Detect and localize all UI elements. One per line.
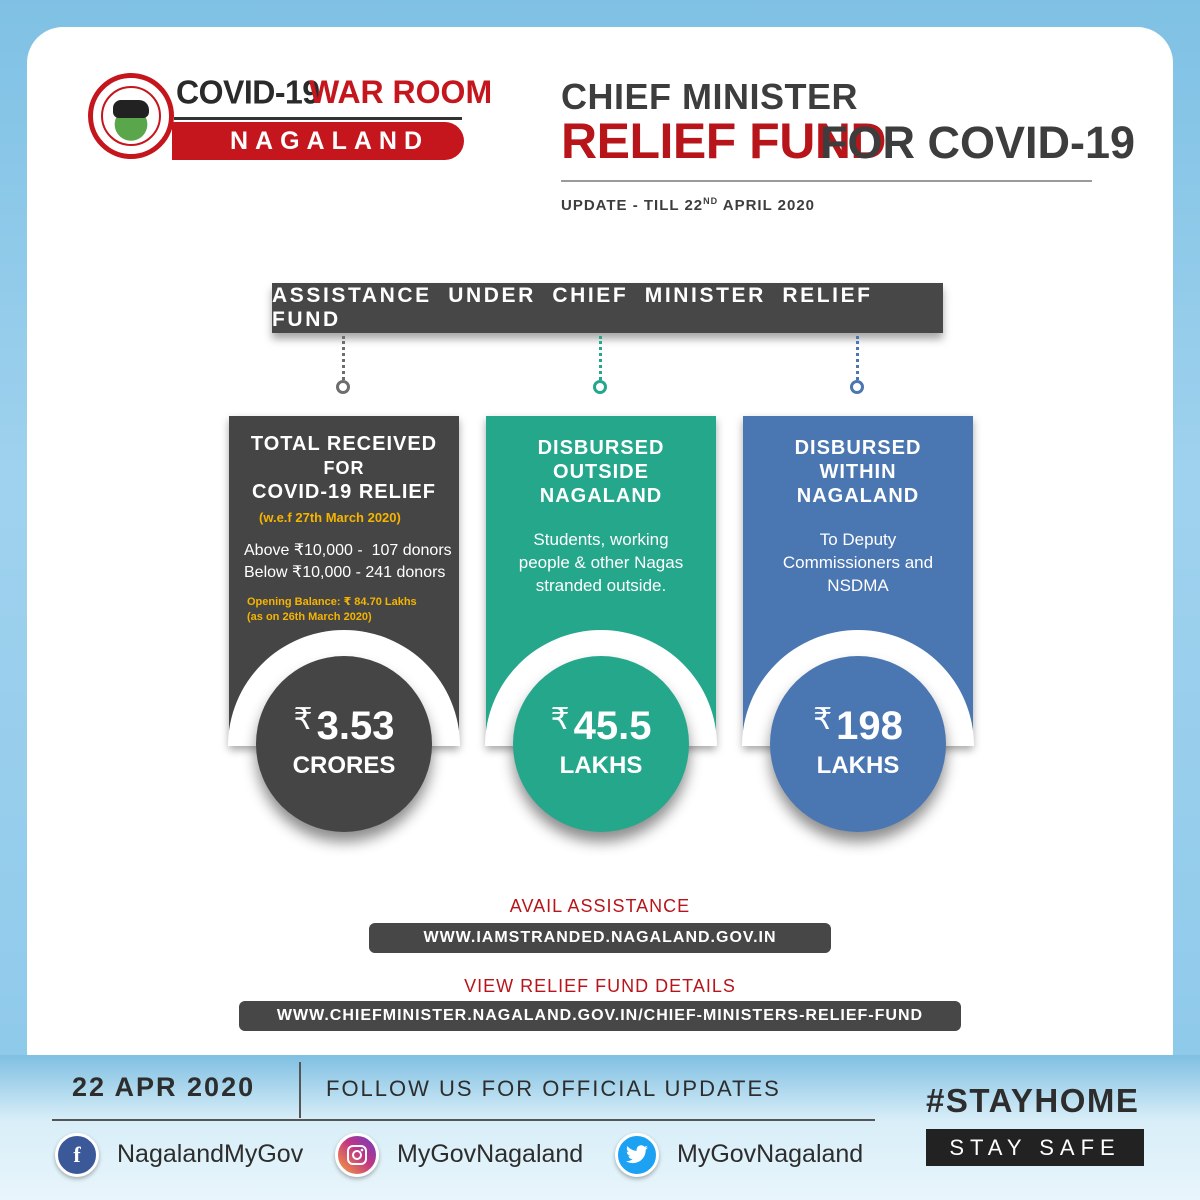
avail-assistance-label: AVAIL ASSISTANCE	[509, 896, 691, 916]
amount-value: 198	[836, 704, 903, 748]
rupee-icon: ₹	[293, 703, 313, 736]
facebook-handle[interactable]: NagalandMyGov	[117, 1140, 304, 1168]
panel-title-line: NAGALAND	[796, 485, 920, 507]
connector-dot	[593, 380, 607, 394]
footer-rule	[52, 1119, 875, 1121]
panel-description: people & other Nagas	[518, 553, 684, 572]
connector-dot	[336, 380, 350, 394]
update-date: UPDATE - TILL 22ND APRIL 2020	[561, 196, 816, 214]
panel-title-line: WITHIN	[819, 461, 897, 483]
amount-value: 3.53	[316, 704, 395, 748]
opening-balance-date: (as on 26th March 2020)	[247, 611, 372, 623]
panel-title-line: NAGALAND	[539, 485, 663, 507]
panel-description: To Deputy	[819, 530, 897, 549]
logo-banner	[172, 122, 464, 160]
twitter-icon[interactable]	[615, 1133, 659, 1177]
connector-dot	[850, 380, 864, 394]
relief-fund-details-link[interactable]: WWW.CHIEFMINISTER.NAGALAND.GOV.IN/CHIEF-MINISTERS-RELIEF-FUND	[239, 1001, 961, 1031]
stay-safe-badge: STAY SAFE	[926, 1129, 1144, 1166]
header-line-1: CHIEF MINISTER	[561, 76, 859, 117]
instagram-icon[interactable]	[335, 1133, 379, 1177]
logo-banner-text: NAGALAND	[230, 127, 430, 155]
panel-description: Commissioners and	[782, 553, 934, 572]
panel-title-line: COVID-19 RELIEF	[252, 481, 436, 503]
footer-divider	[299, 1062, 301, 1118]
rupee-icon: ₹	[550, 703, 570, 736]
instagram-handle[interactable]: MyGovNagaland	[397, 1140, 584, 1168]
panel-title-line: TOTAL RECEIVED	[250, 433, 438, 455]
follow-text: FOLLOW US FOR OFFICIAL UPDATES	[326, 1076, 781, 1101]
amount-badge-within	[770, 656, 946, 832]
panel-title-line: DISBURSED	[537, 437, 665, 459]
amount-badge-total	[256, 656, 432, 832]
facebook-icon[interactable]: f	[55, 1133, 99, 1177]
amount-badge-outside	[513, 656, 689, 832]
twitter-handle[interactable]: MyGovNagaland	[677, 1140, 864, 1168]
donor-line: Above ₹10,000 - 107 donors	[244, 542, 452, 559]
connector-line	[856, 336, 859, 380]
footer-date: 22 APR 2020	[72, 1072, 256, 1102]
panel-description: Students, working	[533, 530, 669, 549]
donor-line: Below ₹10,000 - 241 donors	[244, 564, 446, 581]
panel-note: (w.e.f 27th March 2020)	[259, 510, 401, 525]
panel-description: NSDMA	[827, 576, 889, 595]
government-seal-logo	[88, 73, 174, 159]
connector-line	[342, 336, 345, 380]
panel-description: stranded outside.	[535, 576, 667, 595]
amount-value: 45.5	[573, 704, 652, 748]
logo-divider	[174, 117, 462, 120]
panel-title-line: DISBURSED	[794, 437, 922, 459]
amount-unit: CRORES	[292, 752, 396, 779]
panel-title-line: FOR	[323, 458, 365, 478]
header-divider	[561, 180, 1092, 182]
logo-title-accent: WAR ROOM	[309, 74, 493, 110]
assistance-banner: ASSISTANCE UNDER CHIEF MINISTER RELIEF FUND	[272, 283, 943, 333]
panel-title-line: OUTSIDE	[553, 461, 649, 483]
avail-assistance-link[interactable]: WWW.IAMSTRANDED.NAGALAND.GOV.IN	[369, 923, 831, 953]
mithun-icon	[113, 100, 149, 118]
amount-unit: LAKHS	[559, 752, 643, 779]
amount-unit: LAKHS	[816, 752, 900, 779]
logo-title-prefix: COVID-19	[176, 73, 320, 111]
stayhome-hashtag: #STAYHOME	[926, 1082, 1140, 1119]
view-relief-fund-label: VIEW RELIEF FUND DETAILS	[464, 976, 736, 996]
rupee-icon: ₹	[813, 703, 833, 736]
connector-line	[599, 336, 602, 380]
opening-balance: Opening Balance: ₹ 84.70 Lakhs	[247, 596, 417, 608]
header-line-2: FOR COVID-19	[820, 117, 1136, 168]
header-accent: RELIEF FUND	[561, 113, 887, 169]
